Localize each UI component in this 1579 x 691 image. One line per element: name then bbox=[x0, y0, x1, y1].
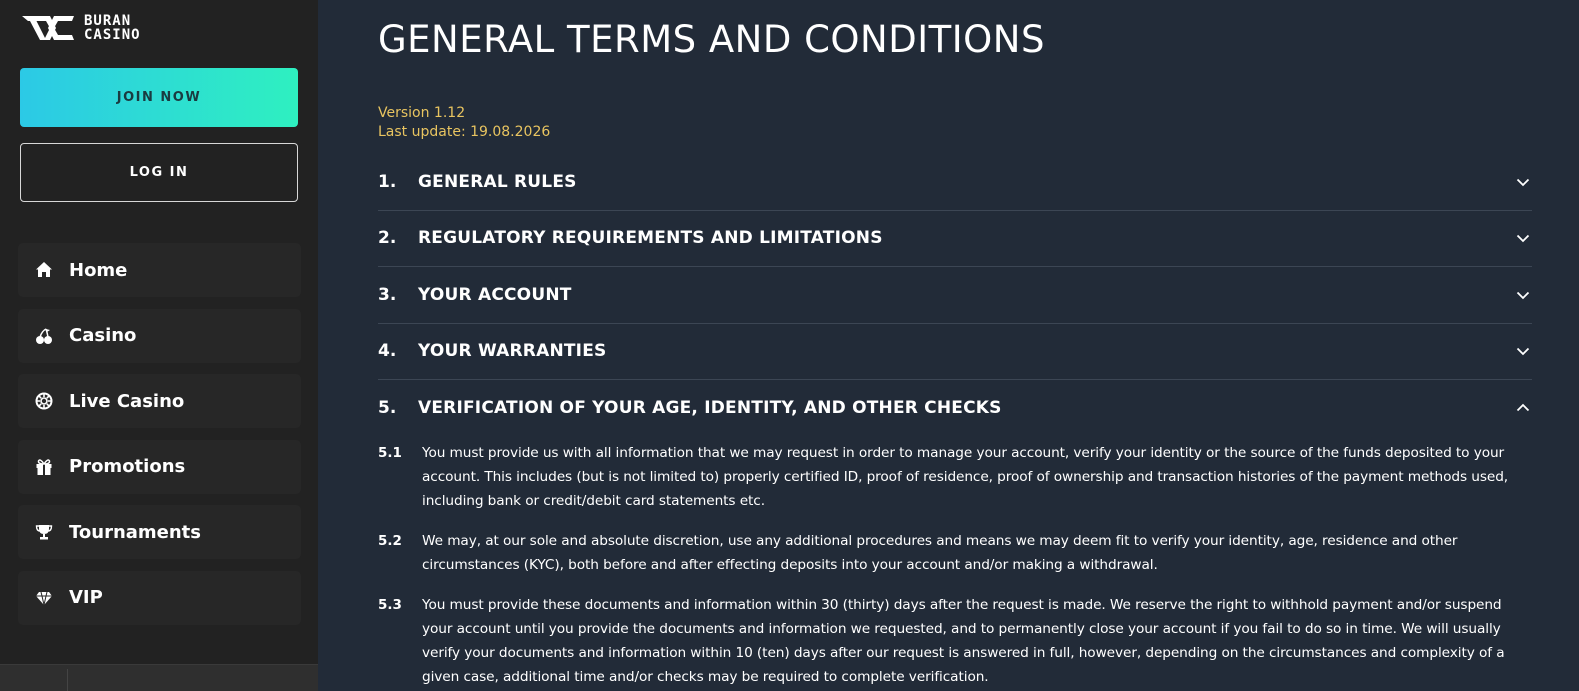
section-number: 3. bbox=[378, 284, 397, 305]
page-title: GENERAL TERMS AND CONDITIONS bbox=[378, 18, 1045, 61]
last-update-label: Last update: 19.08.2026 bbox=[378, 124, 551, 140]
sidebar-item-label: Casino bbox=[69, 325, 137, 346]
join-now-button[interactable]: JOIN NOW bbox=[20, 68, 298, 127]
section-number: 2. bbox=[378, 228, 397, 249]
clause-number: 5.2 bbox=[378, 532, 402, 549]
section-verification[interactable] bbox=[378, 380, 1532, 437]
section-number: 5. bbox=[378, 398, 397, 419]
poker-chip-icon bbox=[34, 391, 54, 411]
chevron-down-icon bbox=[1516, 288, 1530, 302]
section-number: 4. bbox=[378, 341, 397, 362]
sidebar-item-label: Live Casino bbox=[69, 390, 185, 412]
section-title: YOUR ACCOUNT bbox=[418, 284, 572, 305]
cherries-icon bbox=[34, 326, 54, 346]
sidebar-item-label: Home bbox=[69, 259, 128, 281]
section-general-rules[interactable] bbox=[378, 154, 1532, 211]
section-title: GENERAL RULES bbox=[418, 171, 577, 192]
clause-text: We may, at our sole and absolute discretion, use any additional procedures and means we may deem fit to verify your identity, age, residence and other circumstances (KYC), both before and after effecting deposits into your account and/or making a withdrawal. bbox=[422, 532, 1458, 573]
sidebar-item-home[interactable] bbox=[18, 243, 301, 297]
sidebar-item-casino[interactable] bbox=[18, 309, 301, 363]
sidebar-item-vip[interactable] bbox=[18, 571, 301, 625]
log-in-button[interactable]: LOG IN bbox=[20, 143, 298, 202]
clause-number: 5.1 bbox=[378, 444, 402, 461]
clause-text: You must provide us with all information that we may request in order to manage your account, verify your identity or the source of the funds deposited to your account. This includes (but is not limited to) properly certified ID, proof of residence, proof of ownership and transaction histories of the payment methods used, including bank or credit/debit card statements etc. bbox=[422, 444, 1509, 509]
chevron-down-icon bbox=[1516, 231, 1530, 245]
sidebar-item-promotions[interactable] bbox=[18, 440, 301, 494]
section-title: YOUR WARRANTIES bbox=[418, 341, 607, 362]
clause-text: You must provide these documents and information within 30 (thirty) days after the request is made. We reserve the right to withhold payment and/or suspend your account until you provide the documents and information we requested, and to permanently close your account if you fail to do so in time. We will usually verify your documents and information within 10 (ten) days after our request is answered in full, however, depending on the circumstances and complexity of a given case, additional time and/or checks may be required to complete verification. bbox=[422, 596, 1505, 685]
sidebar-nav bbox=[18, 243, 301, 636]
sidebar-item-live-casino[interactable] bbox=[18, 374, 301, 428]
chevron-down-icon bbox=[1516, 344, 1530, 358]
section-title: REGULATORY REQUIREMENTS AND LIMITATIONS bbox=[418, 228, 883, 249]
section-your-account[interactable] bbox=[378, 267, 1532, 324]
chevron-down-icon bbox=[1516, 175, 1530, 189]
sidebar-item-label: Tournaments bbox=[69, 521, 202, 543]
logo-line-1: BURAN bbox=[84, 13, 132, 29]
clause-number: 5.3 bbox=[378, 596, 402, 613]
sidebar-item-label: Promotions bbox=[69, 456, 186, 477]
section-number: 1. bbox=[378, 171, 397, 192]
logo[interactable] bbox=[20, 13, 141, 43]
section-your-warranties[interactable] bbox=[378, 324, 1532, 381]
diamond-icon bbox=[34, 588, 54, 608]
sidebar bbox=[0, 0, 318, 691]
version-label: Version 1.12 bbox=[378, 105, 466, 121]
clause bbox=[378, 529, 1532, 577]
sidebar-item-label: VIP bbox=[69, 587, 103, 608]
section-verification-body bbox=[378, 437, 1532, 689]
terms-accordion bbox=[378, 154, 1532, 691]
chevron-up-icon bbox=[1516, 401, 1530, 415]
clause bbox=[378, 593, 1532, 689]
trophy-icon bbox=[34, 522, 54, 542]
sidebar-item-tournaments[interactable] bbox=[18, 505, 301, 559]
buran-logo-icon bbox=[20, 13, 76, 43]
section-regulatory-requirements[interactable] bbox=[378, 211, 1532, 268]
clause bbox=[378, 441, 1532, 513]
home-icon bbox=[34, 260, 54, 280]
sidebar-footer-bar bbox=[0, 664, 318, 691]
section-title: VERIFICATION OF YOUR AGE, IDENTITY, AND OTHER CHECKS bbox=[418, 398, 1002, 419]
logo-line-2: CASINO bbox=[84, 27, 141, 43]
gift-icon bbox=[34, 457, 54, 477]
divider bbox=[67, 669, 68, 691]
